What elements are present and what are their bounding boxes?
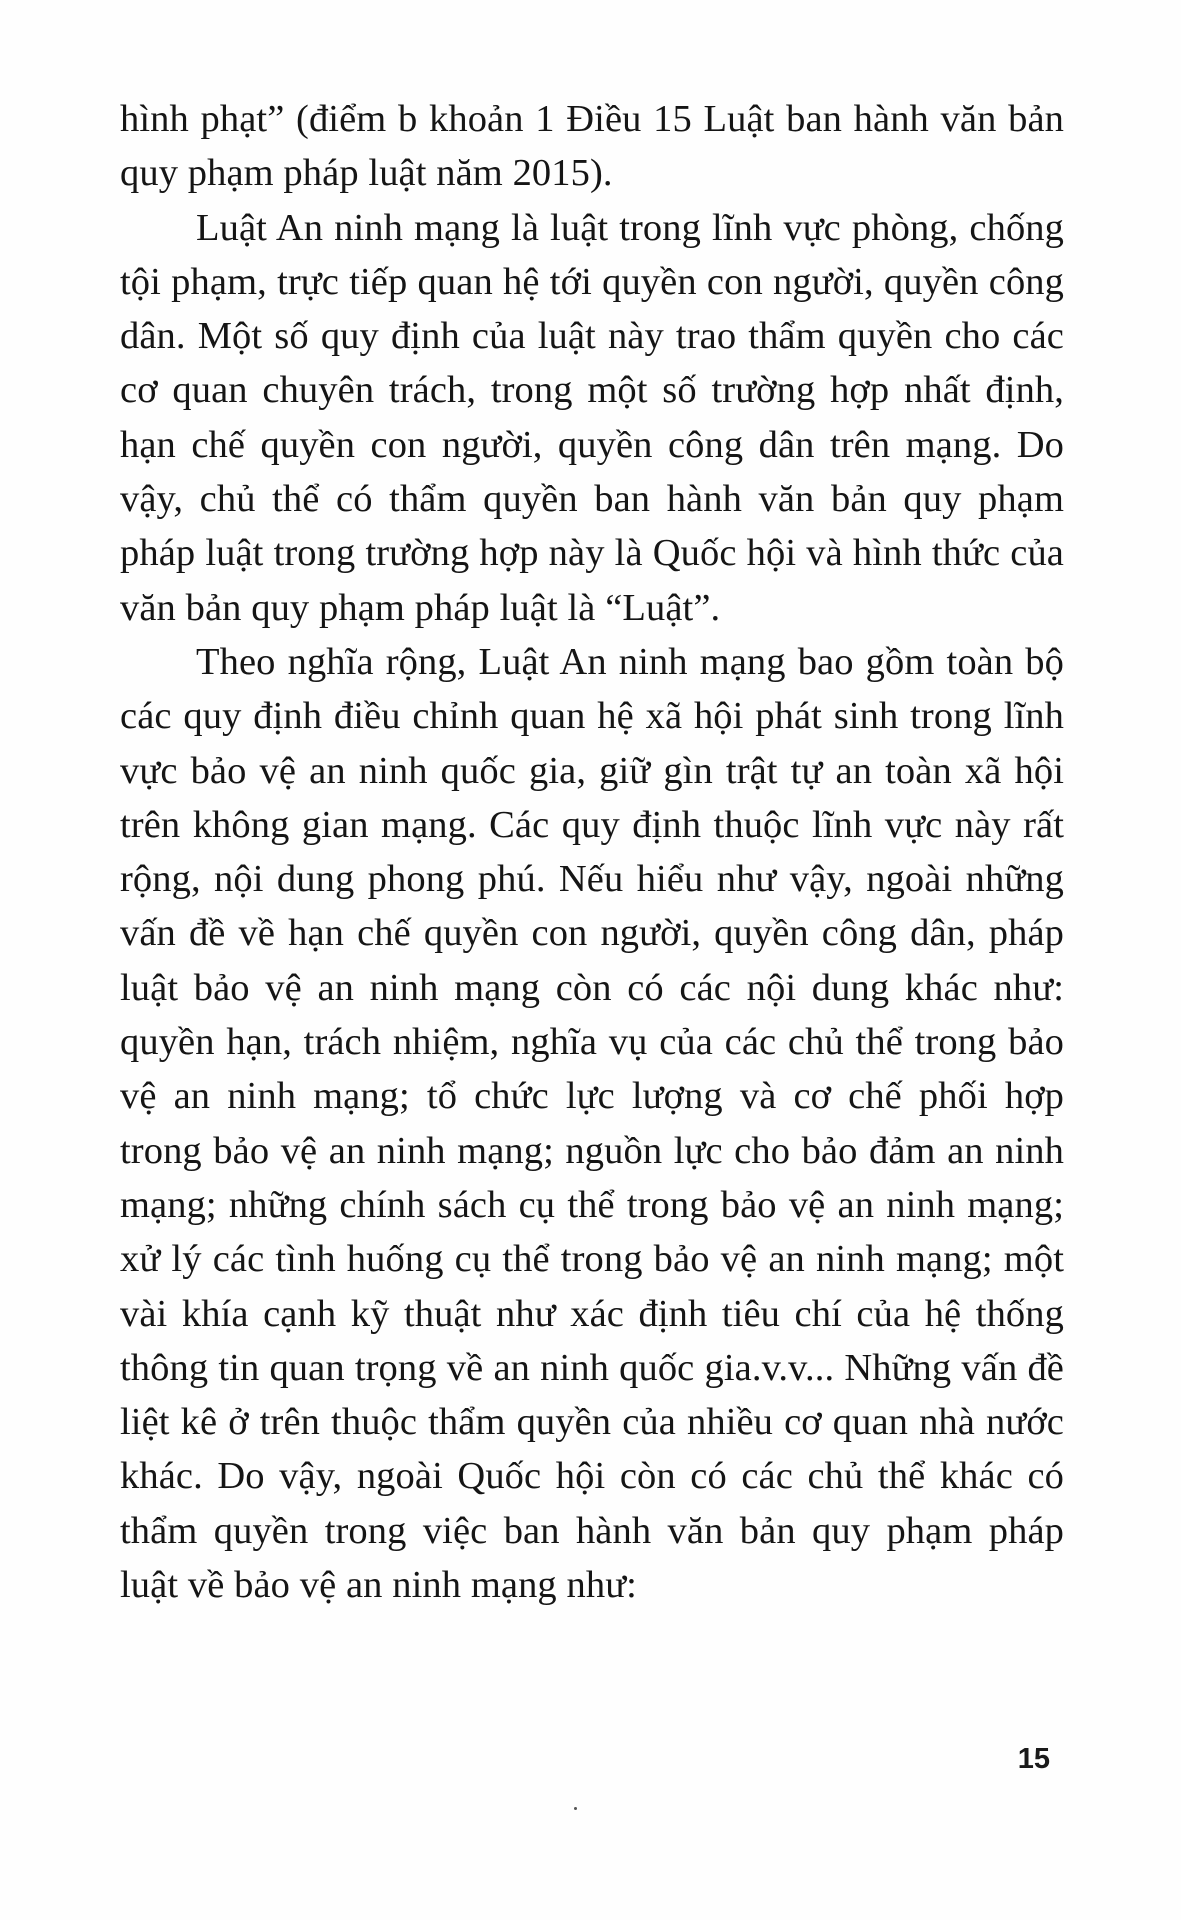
paragraph-cyber-security-law-scope: Luật An ninh mạng là luật trong lĩnh vực phòng, chống tội phạm, trực tiếp quan hệ tới quyền con người, quyền công dân. Một số quy định của luật này trao thẩm quyền cho các cơ quan chuyên trách, trong một số trường hợp nhất định, hạn chế quyền con người, quyền công dân trên mạng. Do vậy, chủ thể có thẩm quyền ban hành văn bản quy phạm pháp luật trong trường hợp này là Quốc hội và hình thức của văn bản quy phạm pháp luật là “Luật”. xyxy=(120,206,1064,629)
paragraph-broad-meaning: Theo nghĩa rộng, Luật An ninh mạng bao gồm toàn bộ các quy định điều chỉnh quan hệ xã hội phát sinh trong lĩnh vực bảo vệ an ninh quốc gia, giữ gìn trật tự an toàn xã hội trên không gian mạng. Các quy định thuộc lĩnh vực này rất rộng, nội dung phong phú. Nếu hiểu như vậy, ngoài những vấn đề về hạn chế quyền con người, quyền công dân, pháp luật bảo vệ an ninh mạng còn có các nội dung khác như: quyền hạn, trách nhiệm, nghĩa vụ của các chủ thể trong bảo vệ an ninh mạng; tổ chức lực lượng và cơ chế phối hợp trong bảo vệ an ninh mạng; nguồn lực cho bảo đảm an ninh mạng; những chính sách cụ thể trong bảo vệ an ninh mạng; xử lý các tình huống cụ thể trong bảo vệ an ninh mạng; một vài khía cạnh kỹ thuật như xác định tiêu chí của hệ thống thông tin quan trọng về an ninh quốc gia.v.v... Những vấn đề liệt kê ở trên thuộc thẩm quyền của nhiều cơ quan nhà nước khác. Do vậy, ngoài Quốc hội còn có các chủ thể khác có thẩm quyền trong việc ban hành văn bản quy phạm pháp luật về bảo vệ an ninh mạng như: xyxy=(120,640,1064,1607)
page-number: 15 xyxy=(1017,1743,1050,1775)
body-text xyxy=(120,92,1064,1612)
paragraph-continuation: hình phạt” (điểm b khoản 1 Điều 15 Luật ban hành văn bản quy phạm pháp luật năm 2015). xyxy=(120,98,1064,195)
print-speck xyxy=(574,1807,577,1810)
